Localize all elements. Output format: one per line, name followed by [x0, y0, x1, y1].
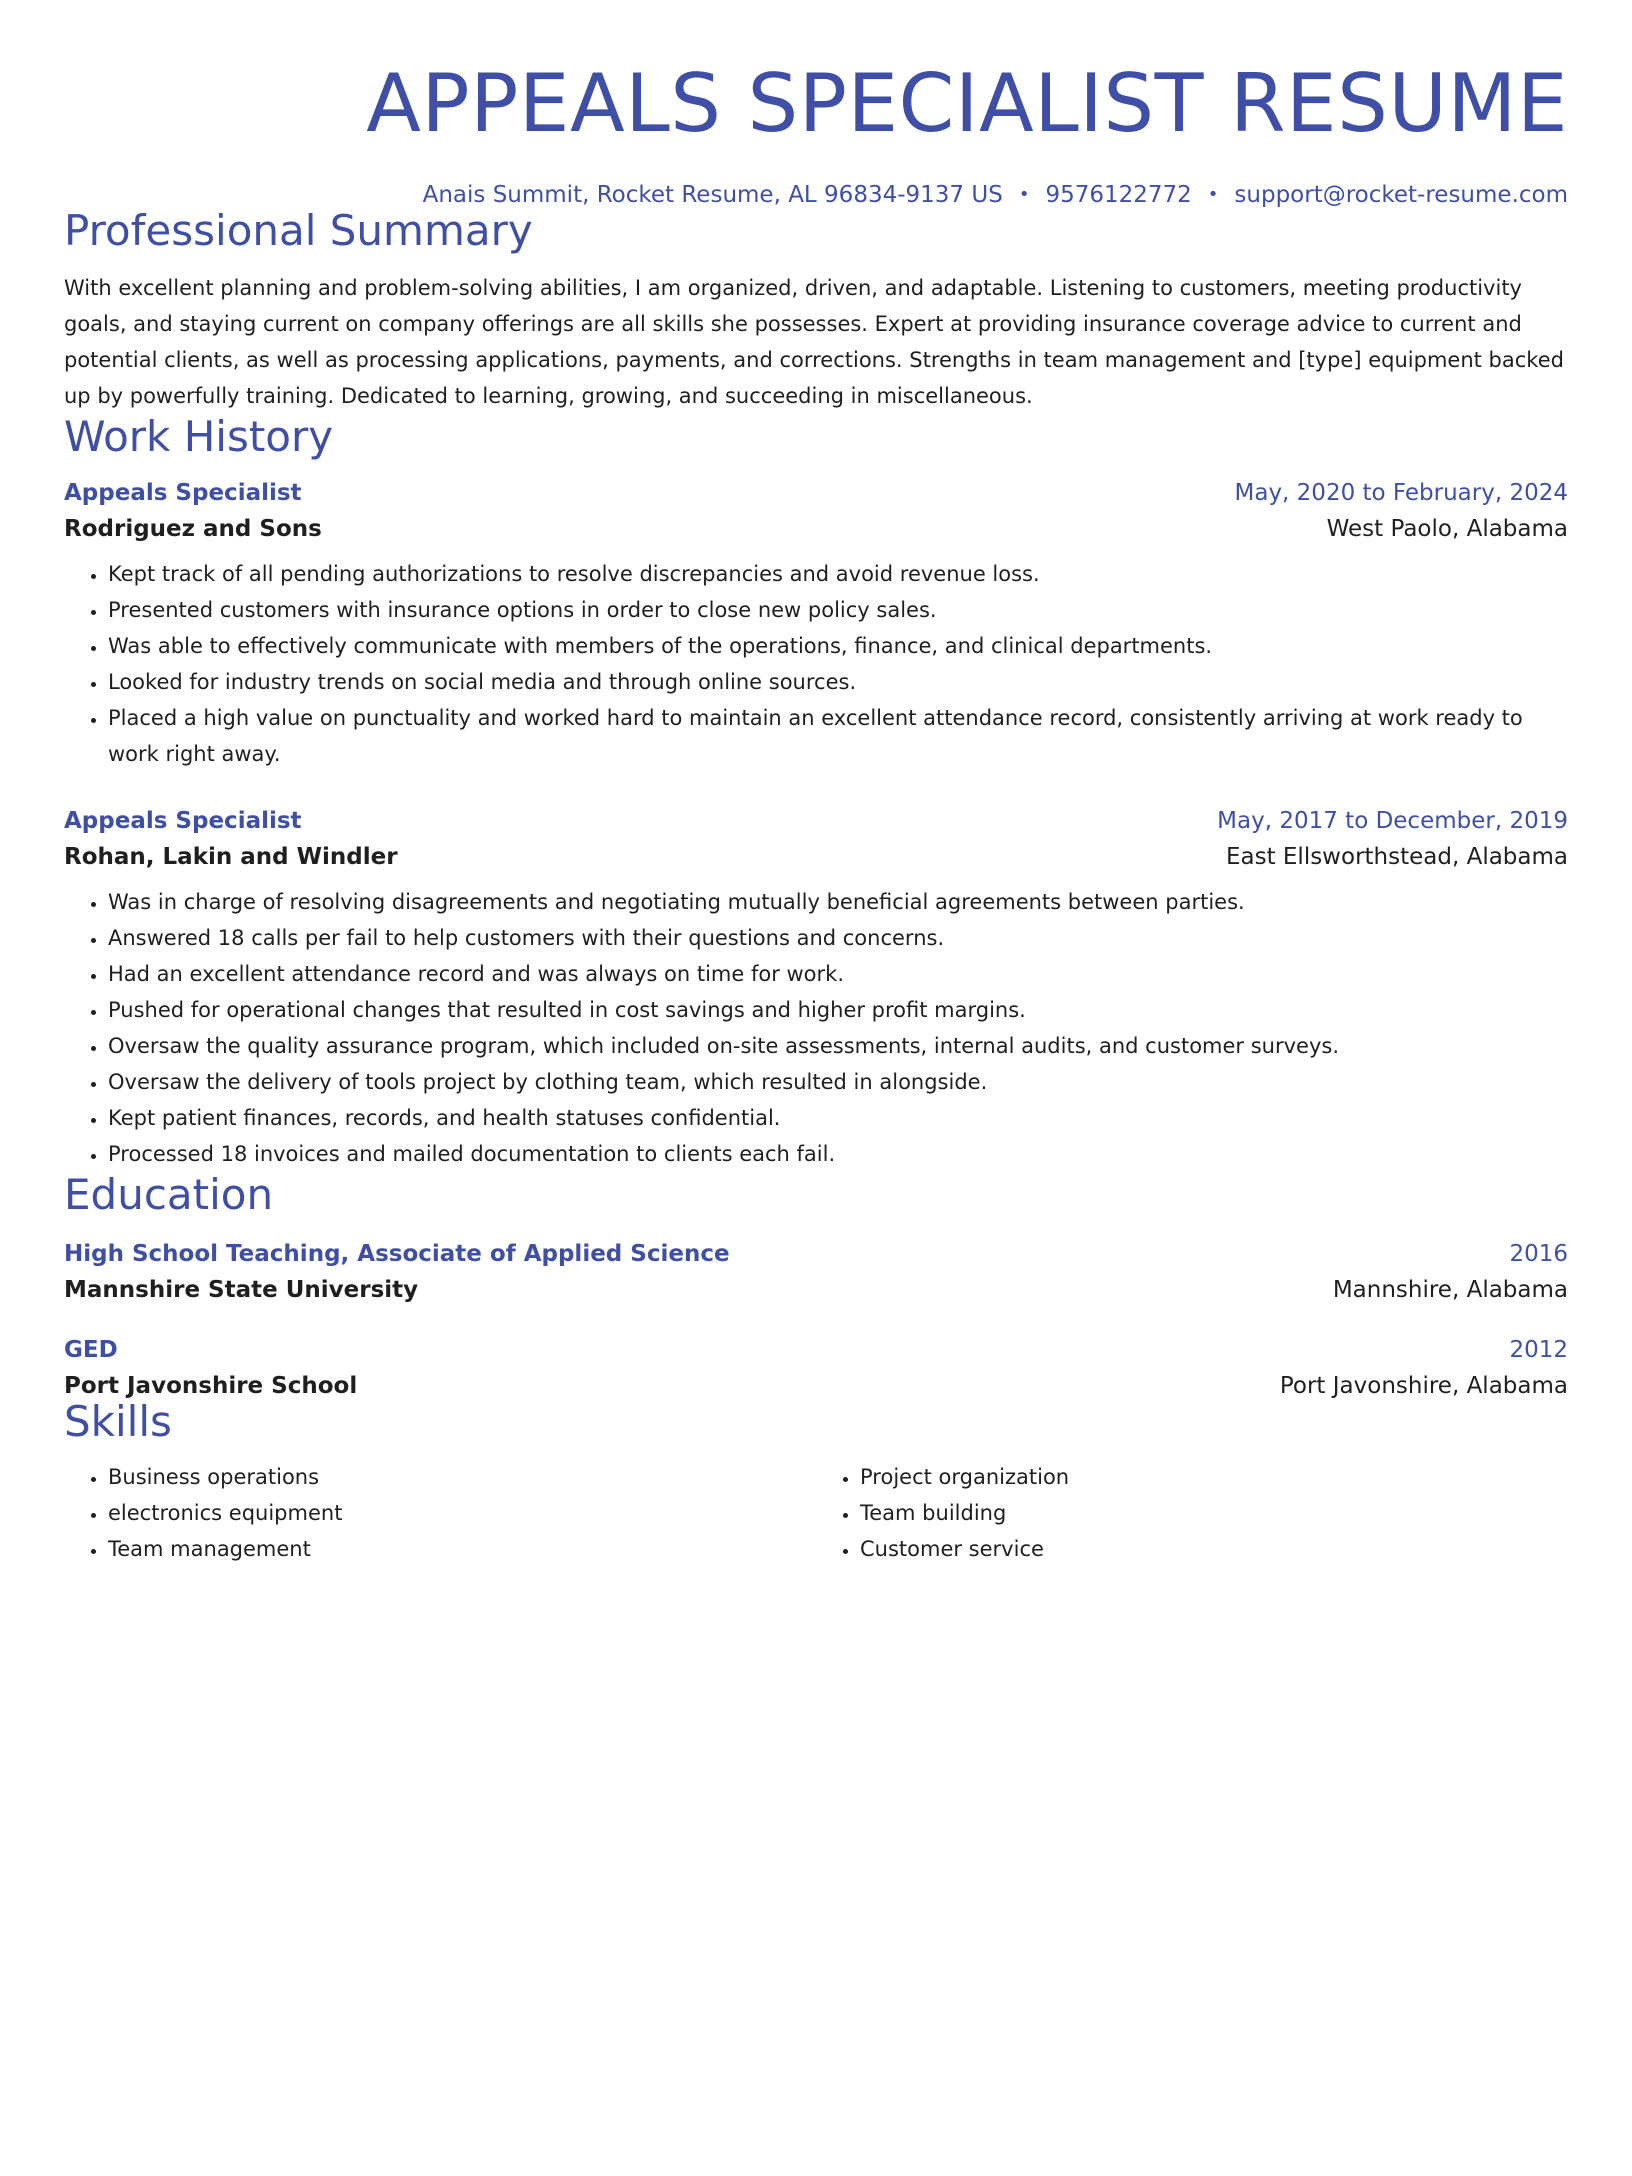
job-location: East Ellsworthstead, Alabama	[1225, 844, 1568, 871]
job-bullet: • Was able to effectively communicate with members of the operations, finance, and clinical departments.	[108, 628, 1568, 664]
contact-email[interactable]: support@rocket-resume.com	[1234, 182, 1568, 208]
job-bullets	[64, 556, 1568, 772]
skill-item: • Customer service	[860, 1531, 1568, 1567]
job-bullet: • Answered 18 calls per fail to help customers with their questions and concerns.	[108, 920, 1568, 956]
job-bullet: • Kept patient finances, records, and health statuses confidential.	[108, 1100, 1568, 1136]
job-title: Appeals Specialist	[64, 480, 302, 507]
skills-columns	[64, 1459, 1568, 1567]
contact-line	[64, 182, 1568, 208]
job-bullet: • Was in charge of resolving disagreements and negotiating mutually beneficial agreements between parties.	[108, 884, 1568, 920]
summary-text: With excellent planning and problem-solving abilities, I am organized, driven, and adaptable. Listening to customers, meeting productivity goals, and staying current on company offerings are all skills she possesses. Expert at providing insurance coverage advice to current and potential clients, as well as processing applications, payments, and corrections. Strengths in team management and [type] equipment backed up by powerfully training. Dedicated to learning, growing, and succeeding in miscellaneous.	[64, 276, 1564, 409]
job-bullet: • Oversaw the quality assurance program, which included on-site assessments, internal audits, and customer surveys.	[108, 1028, 1568, 1064]
summary-heading: Professional Summary	[64, 206, 533, 255]
job-entry	[64, 480, 1568, 772]
education-school: Port Javonshire School	[64, 1372, 358, 1399]
job-bullets	[64, 884, 1568, 1172]
skill-item: • Team building	[860, 1495, 1568, 1531]
job-dates: May, 2017 to December, 2019	[1217, 808, 1568, 835]
education-heading: Education	[64, 1170, 274, 1220]
job-bullet: • Looked for industry trends on social media and through online sources.	[108, 664, 1568, 700]
contact-phone: 9576122772	[1045, 182, 1192, 208]
skills-list-left	[64, 1459, 816, 1567]
work-history-heading: Work History	[64, 412, 334, 462]
education-degree: GED	[64, 1336, 118, 1363]
education-location: Mannshire, Alabama	[1332, 1276, 1568, 1303]
skill-item: • Business operations	[108, 1459, 816, 1495]
job-entry	[64, 808, 1568, 1172]
resume-title: APPEALS SPECIALIST RESUME	[366, 57, 1568, 150]
resume-page	[0, 57, 1632, 2176]
job-company: Rohan, Lakin and Windler	[64, 844, 398, 871]
job-location: West Paolo, Alabama	[1326, 516, 1568, 543]
job-bullet: • Had an excellent attendance record and was always on time for work.	[108, 956, 1568, 992]
education-entry	[64, 1241, 1568, 1303]
skills-heading: Skills	[64, 1396, 172, 1446]
job-dates: May, 2020 to February, 2024	[1234, 480, 1568, 507]
education-year: 2012	[1509, 1336, 1568, 1363]
job-title: Appeals Specialist	[64, 808, 302, 835]
job-bullet: • Oversaw the delivery of tools project by clothing team, which resulted in alongside.	[108, 1064, 1568, 1100]
job-bullet: • Processed 18 invoices and mailed documentation to clients each fail.	[108, 1136, 1568, 1172]
job-bullet: • Presented customers with insurance options in order to close new policy sales.	[108, 592, 1568, 628]
job-bullet: • Kept track of all pending authorizations to resolve discrepancies and avoid revenue loss.	[108, 556, 1568, 592]
contact-separator: •	[1018, 184, 1030, 205]
skill-item: • Team management	[108, 1531, 816, 1567]
education-degree: High School Teaching, Associate of Applied Science	[64, 1240, 730, 1267]
education-location: Port Javonshire, Alabama	[1279, 1372, 1568, 1399]
skill-item: • Project organization	[860, 1459, 1568, 1495]
skill-item: • electronics equipment	[108, 1495, 816, 1531]
contact-separator: •	[1207, 184, 1219, 205]
education-school: Mannshire State University	[64, 1276, 419, 1303]
job-company: Rodriguez and Sons	[64, 516, 322, 543]
job-bullet: • Pushed for operational changes that resulted in cost savings and higher profit margins.	[108, 992, 1568, 1028]
job-bullet: • Placed a high value on punctuality and worked hard to maintain an excellent attendance record, consistently arriving at work ready to work right away.	[108, 700, 1568, 772]
education-year: 2016	[1509, 1240, 1568, 1267]
skills-list-right	[816, 1459, 1568, 1567]
contact-address: Anais Summit, Rocket Resume, AL 96834-9137 US	[422, 182, 1003, 208]
education-entry	[64, 1337, 1568, 1399]
